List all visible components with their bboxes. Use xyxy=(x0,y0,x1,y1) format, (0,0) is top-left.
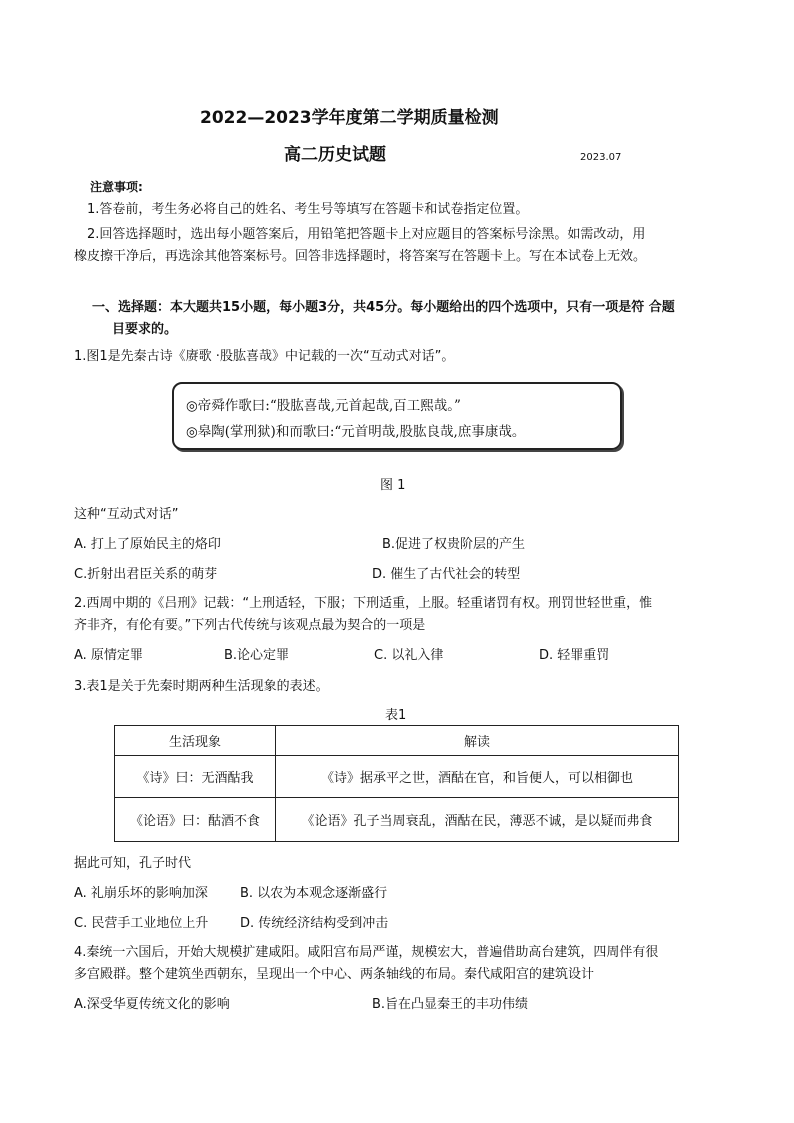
table-cell: 《论语》曰：酤酒不食 xyxy=(115,798,276,842)
figure-1-line-2: ◎皋陶(掌刑狱)和而歌曰:“元首明哉,股肱良哉,庶事康哉。 xyxy=(186,424,526,440)
notice-item-2-line-1: 2.回答选择题时，选出每小题答案后，用铅笔把答题卡上对应题目的答案标号涂黑。如需改动，用 xyxy=(87,227,646,242)
q4-stem-line-1: 4.秦统一六国后，开始大规模扩建咸阳。咸阳宫布局严谨，规模宏大，普遍借助高台建筑，四周伴有很 xyxy=(74,945,659,960)
table-cell: 《诗》据承平之世，酒酤在官，和旨便人，可以相御也 xyxy=(276,756,679,798)
table-cell: 《诗》曰：无酒酤我 xyxy=(115,756,276,798)
q1-option-c: C.折射出君臣关系的萌芽 xyxy=(74,567,218,582)
exam-date: 2023.07 xyxy=(580,152,622,163)
notice-item-1: 1.答卷前，考生务必将自己的姓名、考生号等填写在答题卡和试卷指定位置。 xyxy=(87,202,529,217)
q4-option-a: A.深受华夏传统文化的影响 xyxy=(74,997,230,1012)
section-heading-line-2: 目要求的。 xyxy=(112,322,178,337)
q2-option-a: A. 原情定罪 xyxy=(74,648,143,663)
q1-option-d: D. 催生了古代社会的转型 xyxy=(372,567,521,582)
figure-1-box xyxy=(172,382,622,450)
q2-stem-line-1: 2.西周中期的《吕刑》记载：“上刑适轻，下服；下刑适重，上服。轻重诸罚有权。刑罚世轻世重，惟 xyxy=(74,596,653,611)
q3-option-b: B. 以农为本观念逐渐盛行 xyxy=(240,886,388,901)
table-row xyxy=(115,798,679,842)
exam-subtitle: 高二历史试题 xyxy=(284,145,386,165)
figure-1-line-1: ◎帝舜作歌曰:“股肱喜哉,元首起哉,百工熙哉。” xyxy=(186,398,461,414)
q2-stem-line-2: 齐非齐，有伦有要。”下列古代传统与该观点最为契合的一项是 xyxy=(74,618,426,633)
q1-stem: 1.图1是先秦古诗《赓歌 ·股肱喜哉》中记载的一次“互动式对话”。 xyxy=(74,349,455,364)
notice-item-2-line-2: 橡皮擦干净后，再选涂其他答案标号。回答非选择题时，将答案写在答题卡上。写在本试卷上无效。 xyxy=(74,249,647,264)
q3-lead: 据此可知，孔子时代 xyxy=(74,856,192,871)
table-header-phenomenon: 生活现象 xyxy=(115,726,276,756)
q3-option-d: D. 传统经济结构受到冲击 xyxy=(240,916,389,931)
q3-option-a: A. 礼崩乐坏的影响加深 xyxy=(74,886,208,901)
table-cell: 《论语》孔子当周衰乱，酒酤在民，薄恶不诚，是以疑而弗食 xyxy=(276,798,679,842)
q2-option-d: D. 轻罪重罚 xyxy=(539,648,610,663)
q4-stem-line-2: 多宫殿群。整个建筑坐西朝东，呈现出一个中心、两条轴线的布局。秦代咸阳宫的建筑设计 xyxy=(74,967,595,982)
q2-option-b: B.论心定罪 xyxy=(224,648,290,663)
q1-option-b: B.促进了权贵阶层的产生 xyxy=(382,537,526,552)
q1-lead: 这种“互动式对话” xyxy=(74,507,179,522)
table-header-interpretation: 解读 xyxy=(276,726,679,756)
exam-title: 2022—2023学年度第二学期质量检测 xyxy=(200,108,499,128)
q4-option-b: B.旨在凸显秦王的丰功伟绩 xyxy=(372,997,529,1012)
q1-option-a: A. 打上了原始民主的烙印 xyxy=(74,537,221,552)
q2-option-c: C. 以礼入律 xyxy=(374,648,444,663)
q3-option-c: C. 民营手工业地位上升 xyxy=(74,916,209,931)
table-row xyxy=(115,756,679,798)
notice-heading: 注意事项: xyxy=(90,180,143,194)
table-1 xyxy=(114,725,679,842)
figure-1-caption: 图 1 xyxy=(380,478,406,493)
q3-stem: 3.表1是关于先秦时期两种生活现象的表述。 xyxy=(74,679,329,694)
table-1-caption: 表1 xyxy=(385,708,407,723)
section-heading-line-1: 一、选择题：本大题共15小题，每小题3分，共45分。每小题给出的四个选项中，只有一项是符 合题 xyxy=(92,300,675,315)
